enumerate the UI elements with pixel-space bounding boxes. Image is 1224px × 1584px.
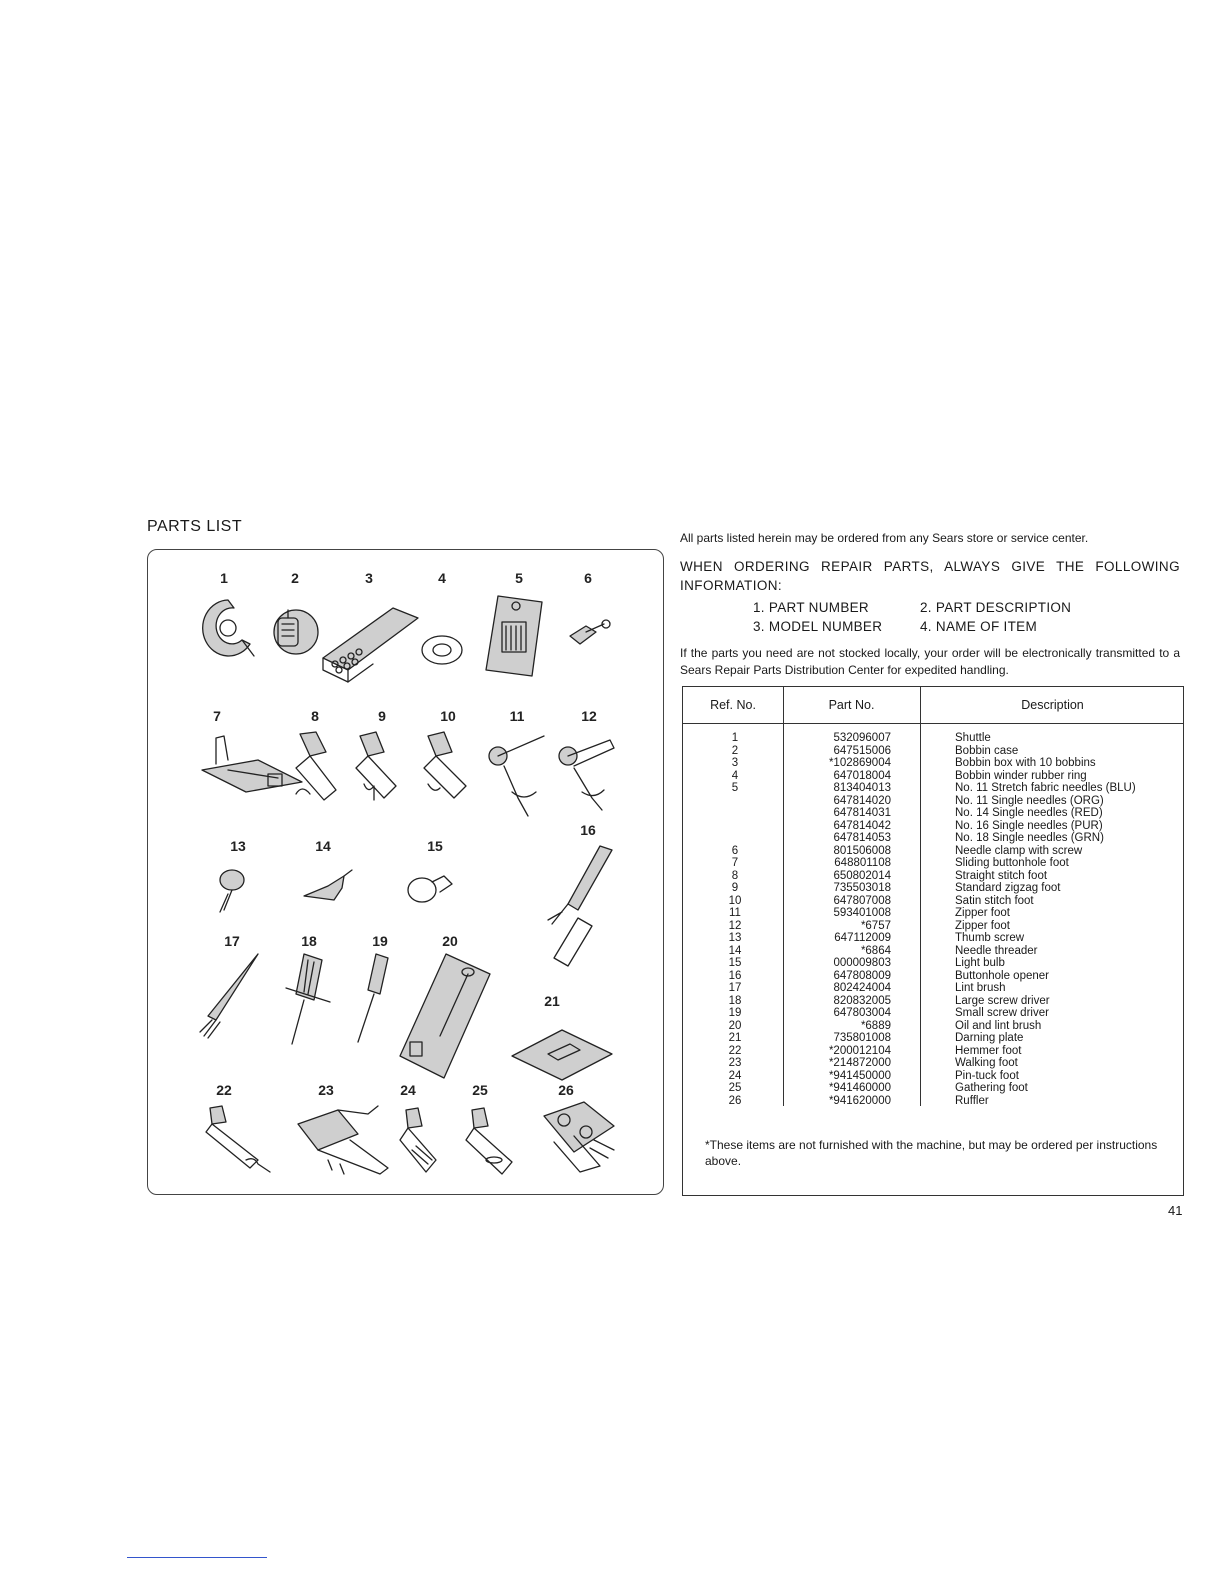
table-cell-ref: 9	[731, 882, 739, 894]
part-label: 8	[311, 708, 319, 724]
table-cell-ref: 25	[728, 1082, 742, 1094]
rubber-ring-drawing	[418, 630, 468, 675]
column-header-part: Part No.	[828, 698, 875, 712]
table-cell-desc: Bobbin box with 10 bobbins	[955, 757, 1096, 769]
table-cell-part: 647814053	[833, 832, 891, 844]
table-cell-part: 647515006	[833, 744, 891, 757]
part-label: 10	[440, 708, 456, 724]
table-cell-part: *941460000	[828, 1082, 891, 1094]
stock-note-text: If the parts you need are not stocked locally, your order will be electronically transmitted to a Sears Repair Parts Distribution Center for expedited handling.	[680, 646, 1180, 677]
needle-clamp-drawing	[564, 616, 614, 661]
ordering-item: 3. MODEL NUMBER	[753, 619, 883, 634]
table-cell-desc: Sliding buttonhole foot	[955, 857, 1069, 869]
table-cell-ref: 11	[729, 907, 741, 919]
table-cell-part: 647814031	[833, 807, 891, 819]
table-cell-part: *102869004	[828, 757, 891, 769]
table-cell-desc: Large screw driver	[955, 994, 1050, 1007]
thumb-screw-drawing	[212, 866, 252, 921]
table-cell-part: *6864	[860, 944, 891, 957]
table-cell-desc: Buttonhole opener	[955, 969, 1049, 982]
part-label: 23	[318, 1082, 334, 1098]
table-cell-part: *200012104	[828, 1044, 891, 1057]
table-cell-part: 000009803	[833, 957, 891, 969]
straight-stitch-foot-drawing	[286, 728, 346, 823]
table-cell-part: 813404013	[833, 782, 891, 794]
large-screwdriver-drawing	[274, 948, 344, 1063]
satin-stitch-foot-drawing	[416, 728, 476, 823]
part-label: 15	[427, 838, 443, 854]
table-cell-part: 647808009	[833, 969, 891, 982]
part-label: 17	[224, 933, 240, 949]
part-label: 9	[378, 708, 386, 724]
part-label: 1	[220, 570, 228, 586]
table-cell-desc: Gathering foot	[955, 1082, 1028, 1094]
table-cell-ref: 15	[728, 957, 742, 969]
table-cell-desc: Pin-tuck foot	[955, 1069, 1019, 1082]
table-cell-part: *6757	[860, 919, 891, 932]
shuttle-drawing	[198, 594, 258, 669]
table-footnote: *These items are not furnished with the machine, but may be ordered per instructions above.	[705, 1138, 1158, 1168]
parts-illustration-panel	[147, 549, 664, 1195]
table-cell-ref: 6	[731, 844, 739, 857]
zipper-foot-drawing	[484, 726, 550, 831]
part-label: 16	[580, 822, 596, 838]
table-cell-ref: 20	[728, 1019, 742, 1032]
table-cell-ref: 18	[728, 994, 742, 1007]
table-cell-part: 593401008	[833, 907, 891, 919]
table-cell-part: *214872000	[828, 1057, 891, 1069]
part-label: 14	[315, 838, 331, 854]
table-cell-desc: Walking foot	[955, 1057, 1018, 1069]
table-cell-ref: 2	[731, 744, 739, 757]
table-cell-ref: 8	[731, 869, 739, 882]
part-label: 7	[213, 708, 221, 724]
part-label: 19	[372, 933, 388, 949]
table-cell-ref	[713, 820, 757, 833]
table-cell-ref: 24	[728, 1069, 742, 1082]
table-cell-part: *6889	[860, 1019, 891, 1032]
column-header-ref: Ref. No.	[710, 698, 756, 712]
table-cell-desc: Bobbin case	[955, 744, 1019, 757]
table-cell-ref: 14	[728, 944, 742, 957]
gathering-foot-drawing	[458, 1104, 528, 1189]
table-cell-desc: Oil and lint brush	[955, 1019, 1042, 1032]
table-cell-part: 801506008	[833, 844, 891, 857]
table-cell-part: 648801108	[834, 857, 891, 869]
table-cell-part: 647018004	[833, 769, 891, 782]
table-cell-ref: 7	[731, 857, 739, 869]
table-cell-part: 820832005	[833, 994, 891, 1007]
table-cell-part: 650802014	[833, 869, 891, 882]
part-label: 5	[515, 570, 523, 586]
table-header-rule	[683, 723, 1183, 724]
table-cell-part: 647807008	[833, 894, 891, 907]
table-cell-desc: Shuttle	[955, 732, 991, 744]
needle-threader-drawing	[298, 868, 358, 913]
table-cell-ref	[713, 807, 757, 820]
table-cell-desc: Small screw driver	[955, 1007, 1049, 1019]
page-number: 41	[1168, 1203, 1183, 1218]
footer-rule	[127, 1557, 267, 1558]
part-label: 20	[442, 933, 458, 949]
part-label: 22	[216, 1082, 232, 1098]
table-cell-part: 735801008	[833, 1032, 891, 1044]
part-label: 24	[400, 1082, 416, 1098]
table-cell-desc: Light bulb	[955, 957, 1005, 969]
pin-tuck-foot-drawing	[392, 1104, 452, 1189]
needle-pack-drawing	[480, 592, 550, 687]
table-divider	[783, 687, 784, 1106]
table-cell-part: 532096007	[833, 732, 891, 744]
ref-column	[713, 732, 757, 1107]
table-cell-ref: 3	[731, 757, 739, 769]
ordering-item: 1. PART NUMBER	[753, 600, 869, 615]
part-column	[805, 732, 891, 1107]
table-cell-desc: Ruffler	[955, 1094, 989, 1107]
walking-foot-drawing	[288, 1104, 398, 1189]
table-cell-desc: Bobbin winder rubber ring	[955, 769, 1087, 782]
description-column	[955, 732, 1183, 1107]
part-label: 4	[438, 570, 446, 586]
darning-plate-drawing	[508, 1020, 618, 1095]
part-label: 2	[291, 570, 299, 586]
ruffler-drawing	[534, 1096, 624, 1191]
table-cell-part: 647814042	[833, 819, 891, 832]
table-cell-ref: 10	[728, 894, 742, 907]
ordering-intro-text: All parts listed herein may be ordered from any Sears store or service center.	[680, 531, 1089, 545]
bobbin-box-drawing	[313, 598, 423, 693]
table-cell-ref: 22	[728, 1044, 742, 1057]
table-cell-desc: Lint brush	[955, 982, 1006, 994]
table-cell-part: 735503018	[833, 882, 891, 894]
table-cell-ref: 21	[728, 1032, 742, 1044]
table-cell-ref: 16	[728, 969, 742, 982]
table-cell-desc: Standard zigzag foot	[955, 882, 1061, 894]
table-cell-desc: No. 14 Single needles (RED)	[955, 807, 1103, 819]
table-divider	[920, 687, 921, 1106]
table-cell-desc: No. 18 Single needles (GRN)	[955, 832, 1104, 844]
table-cell-part: 647814020	[833, 794, 891, 807]
table-cell-ref	[713, 832, 757, 845]
table-cell-part: 647112009	[834, 932, 891, 944]
table-cell-desc: No. 11 Stretch fabric needles (BLU)	[955, 782, 1136, 794]
table-cell-ref: 19	[728, 1007, 742, 1019]
table-cell-ref: 13	[728, 932, 742, 944]
table-cell-desc: Straight stitch foot	[955, 869, 1048, 882]
table-cell-ref: 12	[728, 919, 742, 932]
table-cell-ref: 4	[731, 769, 739, 782]
part-label: 11	[509, 708, 525, 724]
table-cell-desc: Thumb screw	[955, 932, 1025, 944]
table-cell-desc: Zipper foot	[955, 919, 1010, 932]
small-screwdriver-drawing	[346, 950, 396, 1055]
table-cell-part: 802424004	[833, 982, 891, 994]
part-label: 18	[301, 933, 317, 949]
page-title: PARTS LIST	[147, 518, 243, 535]
ordering-heading: WHEN ORDERING REPAIR PARTS, ALWAYS GIVE THE FOLLOWING INFORMATION:	[680, 559, 1180, 593]
oil-and-lint-brush-drawing	[396, 946, 496, 1091]
part-label: 25	[472, 1082, 488, 1098]
table-cell-ref	[713, 795, 757, 808]
table-cell-ref: 1	[731, 732, 739, 744]
part-label: 12	[581, 708, 597, 724]
part-label: 6	[584, 570, 592, 586]
table-cell-part: *941620000	[828, 1094, 891, 1107]
table-cell-ref: 17	[728, 982, 742, 994]
part-label: 13	[230, 838, 246, 854]
part-label: 26	[558, 1082, 574, 1098]
table-cell-part: *941450000	[828, 1069, 891, 1082]
buttonhole-opener-drawing	[538, 840, 618, 975]
table-cell-desc: Hemmer foot	[955, 1044, 1022, 1057]
light-bulb-drawing	[400, 868, 460, 913]
table-cell-desc: Satin stitch foot	[955, 894, 1034, 907]
table-cell-desc: No. 11 Single needles (ORG)	[955, 794, 1104, 807]
table-cell-desc: No. 16 Single needles (PUR)	[955, 819, 1103, 832]
lint-brush-drawing	[198, 950, 268, 1045]
table-cell-desc: Needle clamp with screw	[955, 844, 1083, 857]
column-header-description: Description	[1021, 698, 1084, 712]
table-cell-ref: 26	[728, 1094, 742, 1107]
table-cell-desc: Zipper foot	[955, 907, 1010, 919]
ordering-item: 4. NAME OF ITEM	[920, 619, 1038, 634]
table-cell-ref: 5	[731, 782, 739, 794]
ordering-item: 2. PART DESCRIPTION	[920, 600, 1072, 615]
hemmer-foot-drawing	[198, 1102, 278, 1187]
part-label: 3	[365, 570, 373, 586]
table-cell-part: 647803004	[833, 1007, 891, 1019]
parts-table	[682, 686, 1184, 1196]
table-cell-desc: Needle threader	[955, 944, 1038, 957]
zigzag-foot-drawing	[348, 728, 408, 823]
zipper-foot-12-drawing	[552, 728, 618, 823]
table-cell-desc: Darning plate	[955, 1032, 1024, 1044]
part-label: 21	[544, 993, 560, 1009]
table-cell-ref: 23	[728, 1057, 742, 1069]
